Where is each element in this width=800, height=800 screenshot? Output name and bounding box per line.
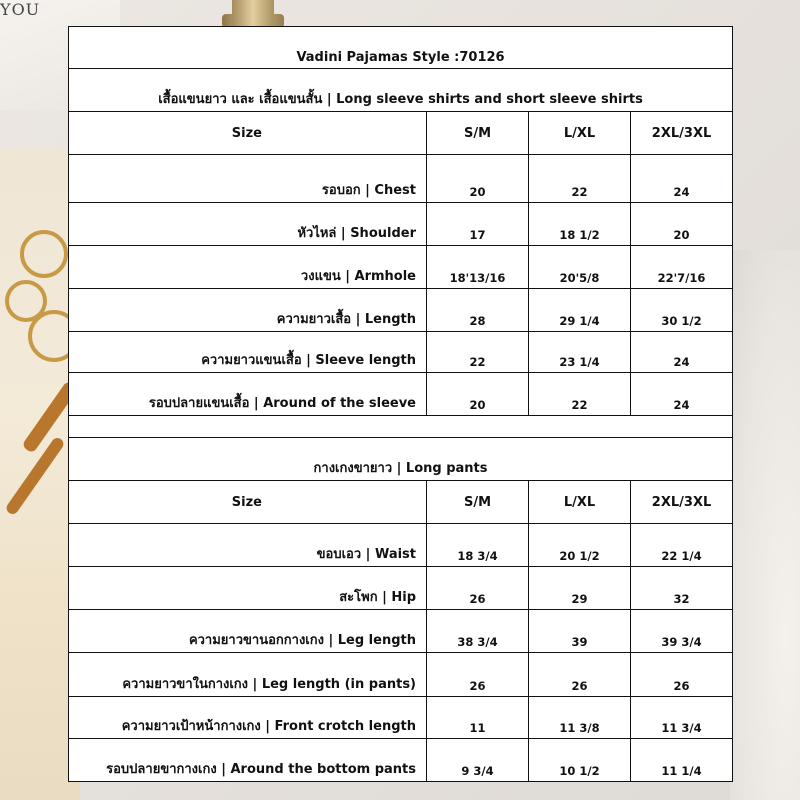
row-label: ความยาวขาในกางเกง | Leg length (in pants): [69, 653, 427, 697]
value-cell: 24: [631, 332, 733, 373]
value-cell: 23 1/4: [529, 332, 631, 373]
title-row: [69, 27, 733, 69]
spacer-row: [69, 416, 733, 438]
value-cell: 18 3/4: [427, 524, 529, 567]
table-row: [69, 289, 733, 332]
table-row: [69, 697, 733, 739]
table-row: [69, 332, 733, 373]
value-cell: 20'5/8: [529, 246, 631, 289]
table-row: [69, 524, 733, 567]
value-cell: 20: [631, 203, 733, 246]
value-cell: 22 1/4: [631, 524, 733, 567]
shirts-heading-row: [69, 69, 733, 112]
background-corner-text: YOU: [0, 0, 41, 19]
value-cell: 30 1/2: [631, 289, 733, 332]
row-label: ความยาวแขนเสื้อ | Sleeve length: [69, 332, 427, 373]
value-cell: 26: [631, 653, 733, 697]
value-cell: 20: [427, 155, 529, 203]
size-column-header: Size: [69, 112, 427, 155]
row-label: สะโพก | Hip: [69, 567, 427, 610]
value-cell: 18 1/2: [529, 203, 631, 246]
table-row: [69, 155, 733, 203]
value-cell: 17: [427, 203, 529, 246]
value-cell: 20: [427, 373, 529, 416]
background-cushion: [730, 250, 800, 800]
table-row: [69, 653, 733, 697]
value-cell: 11 1/4: [631, 739, 733, 782]
row-label: ความยาวขานอกกางเกง | Leg length: [69, 610, 427, 653]
value-cell: 26: [529, 653, 631, 697]
row-label: รอบปลายขากางเกง | Around the bottom pants: [69, 739, 427, 782]
2xl3xl-column-header: 2XL/3XL: [631, 112, 733, 155]
row-label: รอบอก | Chest: [69, 155, 427, 203]
row-label: ขอบเอว | Waist: [69, 524, 427, 567]
spacer-cell: [69, 416, 733, 438]
sm-column-header: S/M: [427, 481, 529, 524]
row-label: วงแขน | Armhole: [69, 246, 427, 289]
value-cell: 26: [427, 567, 529, 610]
value-cell: 11 3/4: [631, 697, 733, 739]
row-label: หัวไหล่ | Shoulder: [69, 203, 427, 246]
row-label: รอบปลายแขนเสื้อ | Around of the sleeve: [69, 373, 427, 416]
table-row: [69, 203, 733, 246]
value-cell: 32: [631, 567, 733, 610]
shirts-section-heading: เสื้อแขนยาว และ เสื้อแขนสั้น | Long sleeve shirts and short sleeve shirts: [69, 69, 733, 112]
pants-section-heading: กางเกงขายาว | Long pants: [69, 438, 733, 481]
value-cell: 22: [427, 332, 529, 373]
value-cell: 29 1/4: [529, 289, 631, 332]
background-bottle: [232, 0, 274, 28]
size-chart-table: [68, 26, 733, 782]
table-row: [69, 610, 733, 653]
value-cell: 29: [529, 567, 631, 610]
value-cell: 39: [529, 610, 631, 653]
lxl-column-header: L/XL: [529, 112, 631, 155]
table-row: [69, 739, 733, 782]
lxl-column-header: L/XL: [529, 481, 631, 524]
value-cell: 10 1/2: [529, 739, 631, 782]
value-cell: 22: [529, 373, 631, 416]
value-cell: 39 3/4: [631, 610, 733, 653]
size-column-header: Size: [69, 481, 427, 524]
value-cell: 38 3/4: [427, 610, 529, 653]
row-label: ความยาวเป้าหน้ากางเกง | Front crotch length: [69, 697, 427, 739]
shirts-header-row: [69, 112, 733, 155]
value-cell: 24: [631, 373, 733, 416]
value-cell: 22: [529, 155, 631, 203]
pants-header-row: [69, 481, 733, 524]
2xl3xl-column-header: 2XL/3XL: [631, 481, 733, 524]
value-cell: 18'13/16: [427, 246, 529, 289]
sm-column-header: S/M: [427, 112, 529, 155]
value-cell: 26: [427, 653, 529, 697]
value-cell: 24: [631, 155, 733, 203]
value-cell: 9 3/4: [427, 739, 529, 782]
value-cell: 11 3/8: [529, 697, 631, 739]
value-cell: 22'7/16: [631, 246, 733, 289]
value-cell: 28: [427, 289, 529, 332]
table-row: [69, 567, 733, 610]
chain-link-decoration: [20, 230, 68, 278]
row-label: ความยาวเสื้อ | Length: [69, 289, 427, 332]
value-cell: 20 1/2: [529, 524, 631, 567]
pants-heading-row: [69, 438, 733, 481]
value-cell: 11: [427, 697, 529, 739]
table-row: [69, 246, 733, 289]
chart-title: Vadini Pajamas Style :70126: [69, 27, 733, 69]
table-row: [69, 373, 733, 416]
